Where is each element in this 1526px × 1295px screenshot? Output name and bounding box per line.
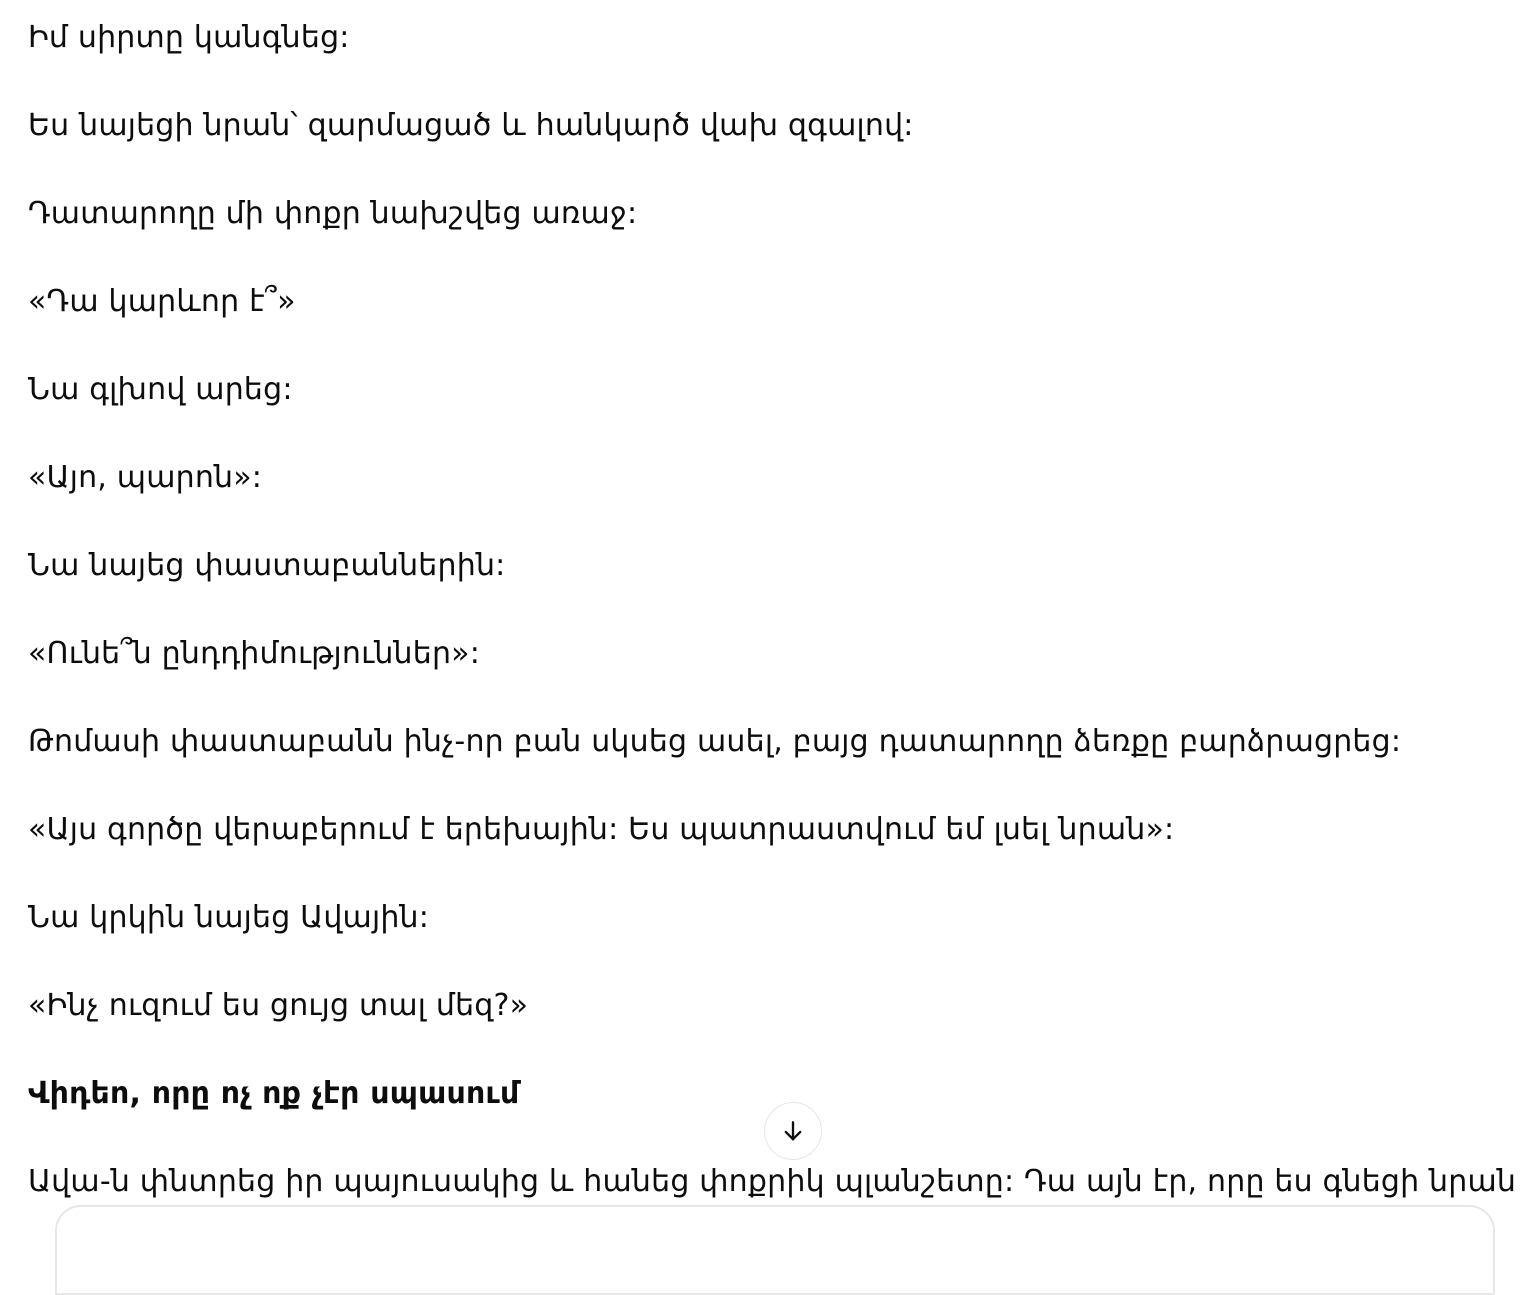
message-paragraph: Ավա-ն փնտրեց իր պայուսակից և հանեց փոքրիկ պլանշետը: Դա այն էր, որը ես գնեցի նրան (28, 1164, 1517, 1199)
message-paragraph: Նա կրկին նայեց Ավային: (28, 900, 430, 935)
composer-input[interactable] (55, 1205, 1495, 1295)
message-paragraph-quote: «Ունե՞ն ընդդիմություններ»: (28, 636, 481, 671)
message-heading: Վիդեո, որը ոչ ոք չէր սպասում (28, 1076, 520, 1111)
message-paragraph: Նա գլխով արեց: (28, 372, 293, 407)
message-paragraph: Դատարողը մի փոքր նախշվեց առաջ: (28, 196, 638, 231)
message-paragraph: Ես նայեցի նրան՝ զարմացած և հանկարծ վախ զգալով: (28, 108, 914, 143)
message-paragraph: Նա նայեց փաստաբաններին: (28, 548, 506, 583)
message-paragraph: Իմ սիրտը կանգնեց: (28, 20, 350, 55)
message-paragraph: Թոմասի փաստաբանն ինչ-որ բան սկսեց ասել, բայց դատարողը ձեռքը բարձրացրեց: (28, 724, 1402, 759)
message-paragraph-quote: «Այո, պարոն»: (28, 460, 263, 495)
scroll-to-bottom-button[interactable] (764, 1102, 822, 1160)
message-paragraph-quote: «Դա կարևոր է՞» (28, 284, 296, 319)
arrow-down-icon (779, 1117, 807, 1145)
message-paragraph-quote: «Ինչ ուզում ես ցույց տալ մեզ?» (28, 988, 529, 1023)
message-paragraph-quote: «Այս գործը վերաբերում է երեխային: Ես պատրաստվում եմ լսել նրան»: (28, 812, 1175, 847)
